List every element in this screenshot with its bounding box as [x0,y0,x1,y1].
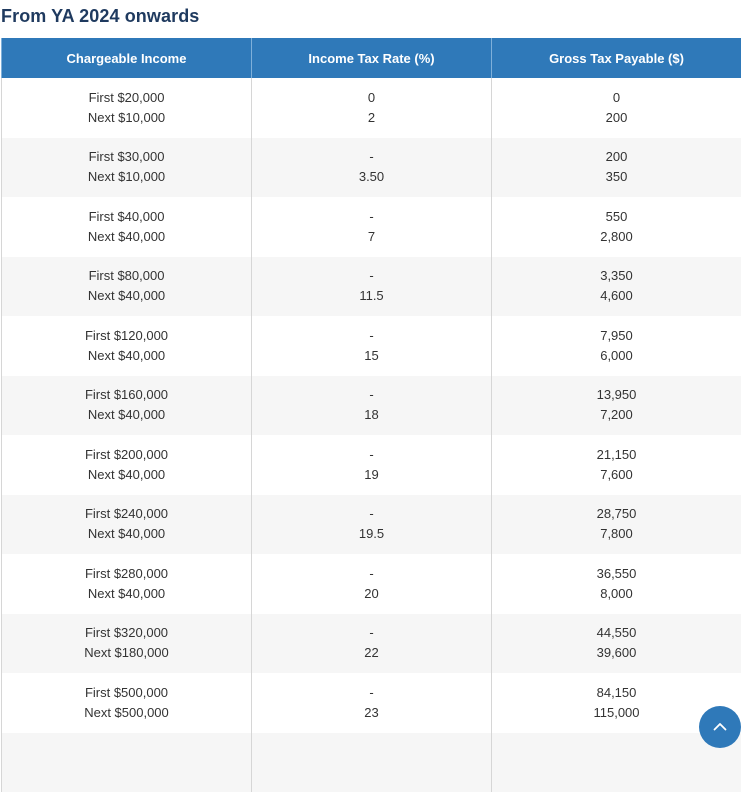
cell-chargeable-income-first-line: First $280,000 [2,564,251,584]
cell-gross-tax-payable-first-line: 44,550 [492,623,741,643]
cell-income-tax-rate [252,554,492,614]
cell-gross-tax-payable [492,197,741,257]
cell-gross-tax-payable-first-line: 550 [492,207,741,227]
cell-income-tax-rate-next-line: 22 [252,643,491,663]
header-chargeable-income: Chargeable Income [2,38,252,78]
cell-income-tax-rate [252,435,492,495]
cell-gross-tax-payable-next-line: 7,200 [492,405,741,425]
cell-income-tax-rate [252,376,492,436]
cell-income-tax-rate-next-line: 18 [252,405,491,425]
cell-gross-tax-payable-next-line: 4,600 [492,286,741,306]
cell-income-tax-rate-first-line: 0 [252,88,491,108]
cell-income-tax-rate-next-line: 3.50 [252,167,491,187]
cell-chargeable-income-next-line: Next $10,000 [2,167,251,187]
cell-chargeable-income [2,316,252,376]
cell-income-tax-rate [252,316,492,376]
cell-chargeable-income-first-line: First $160,000 [2,385,251,405]
page-title: From YA 2024 onwards [1,6,199,27]
cell-income-tax-rate-first-line: - [252,623,491,643]
cell-gross-tax-payable-next-line: 7,600 [492,465,741,485]
table-row [2,197,741,257]
cell-chargeable-income-next-line: Next $10,000 [2,108,251,128]
cell-gross-tax-payable-first-line: 13,950 [492,385,741,405]
cell-income-tax-rate-first-line: - [252,385,491,405]
header-income-tax-rate: Income Tax Rate (%) [252,38,492,78]
cell-income-tax-rate-first-line: - [252,266,491,286]
cell-gross-tax-payable-first-line: 28,750 [492,504,741,524]
cell-chargeable-income [2,435,252,495]
cell-chargeable-income-next-line: Next $40,000 [2,524,251,544]
cell-chargeable-income-next-line: Next $40,000 [2,286,251,306]
table-row [2,554,741,614]
cell-chargeable-income-next-line: Next $40,000 [2,346,251,366]
cell-gross-tax-payable-next-line: 6,000 [492,346,741,366]
cell-gross-tax-payable [492,733,741,792]
cell-chargeable-income-first-line: First $20,000 [2,88,251,108]
cell-gross-tax-payable [492,138,741,198]
cell-gross-tax-payable [492,614,741,674]
cell-income-tax-rate-first-line: - [252,445,491,465]
table-row [2,138,741,198]
cell-income-tax-rate [252,257,492,317]
cell-chargeable-income-first-line: First $30,000 [2,147,251,167]
cell-chargeable-income-next-line: Next $500,000 [2,703,251,723]
cell-chargeable-income-first-line: First $200,000 [2,445,251,465]
table-row [2,673,741,733]
cell-chargeable-income [2,376,252,436]
cell-chargeable-income-next-line: Next $180,000 [2,643,251,663]
cell-chargeable-income [2,673,252,733]
cell-income-tax-rate-first-line: - [252,326,491,346]
cell-income-tax-rate-first-line: - [252,207,491,227]
chevron-up-icon [713,718,727,736]
table-row [2,78,741,138]
header-gross-tax-payable: Gross Tax Payable ($) [492,38,741,78]
cell-gross-tax-payable [492,435,741,495]
cell-income-tax-rate [252,495,492,555]
cell-gross-tax-payable-first-line: 36,550 [492,564,741,584]
cell-chargeable-income [2,257,252,317]
cell-gross-tax-payable-next-line: 115,000 [492,703,741,723]
cell-income-tax-rate-next-line: 23 [252,703,491,723]
scroll-to-top-button[interactable] [699,706,741,748]
table-row [2,614,741,674]
cell-income-tax-rate [252,138,492,198]
cell-gross-tax-payable-first-line: 84,150 [492,683,741,703]
cell-chargeable-income-first-line: First $240,000 [2,504,251,524]
table-row [2,376,741,436]
cell-gross-tax-payable [492,376,741,436]
tax-rate-table [1,38,741,792]
cell-chargeable-income [2,614,252,674]
cell-income-tax-rate [252,673,492,733]
cell-gross-tax-payable-next-line: 2,800 [492,227,741,247]
cell-income-tax-rate [252,614,492,674]
cell-income-tax-rate-first-line: - [252,147,491,167]
cell-chargeable-income [2,495,252,555]
cell-income-tax-rate-first-line: - [252,564,491,584]
cell-gross-tax-payable-next-line: 8,000 [492,584,741,604]
cell-income-tax-rate-next-line: 19.5 [252,524,491,544]
cell-chargeable-income-first-line: First $120,000 [2,326,251,346]
table-row [2,733,741,792]
cell-chargeable-income-first-line: First $80,000 [2,266,251,286]
cell-gross-tax-payable-first-line: 0 [492,88,741,108]
table-row [2,435,741,495]
table-header-row [2,38,741,78]
cell-gross-tax-payable [492,257,741,317]
table-row [2,316,741,376]
cell-chargeable-income-next-line: Next $40,000 [2,227,251,247]
cell-chargeable-income [2,78,252,138]
table-row [2,495,741,555]
cell-gross-tax-payable-next-line: 200 [492,108,741,128]
cell-chargeable-income [2,733,252,792]
cell-gross-tax-payable-first-line: 21,150 [492,445,741,465]
cell-gross-tax-payable [492,316,741,376]
cell-chargeable-income [2,554,252,614]
cell-gross-tax-payable [492,78,741,138]
cell-gross-tax-payable-next-line: 39,600 [492,643,741,663]
cell-gross-tax-payable-first-line: 200 [492,147,741,167]
cell-income-tax-rate-next-line: 19 [252,465,491,485]
cell-income-tax-rate-next-line: 20 [252,584,491,604]
cell-income-tax-rate [252,733,492,792]
cell-gross-tax-payable-next-line: 7,800 [492,524,741,544]
cell-gross-tax-payable-next-line: 350 [492,167,741,187]
cell-gross-tax-payable [492,554,741,614]
cell-chargeable-income-first-line: First $320,000 [2,623,251,643]
cell-chargeable-income-next-line: Next $40,000 [2,584,251,604]
cell-income-tax-rate-next-line: 11.5 [252,286,491,306]
cell-income-tax-rate-next-line: 15 [252,346,491,366]
cell-income-tax-rate-next-line: 7 [252,227,491,247]
cell-income-tax-rate-next-line: 2 [252,108,491,128]
cell-income-tax-rate [252,78,492,138]
cell-chargeable-income [2,138,252,198]
cell-chargeable-income-next-line: Next $40,000 [2,405,251,425]
cell-income-tax-rate [252,197,492,257]
cell-income-tax-rate-first-line: - [252,683,491,703]
cell-chargeable-income-first-line: First $40,000 [2,207,251,227]
cell-gross-tax-payable-first-line: 3,350 [492,266,741,286]
cell-income-tax-rate-first-line: - [252,504,491,524]
cell-chargeable-income-next-line: Next $40,000 [2,465,251,485]
cell-chargeable-income-first-line: First $500,000 [2,683,251,703]
table-row [2,257,741,317]
cell-gross-tax-payable-first-line: 7,950 [492,326,741,346]
cell-gross-tax-payable [492,495,741,555]
cell-chargeable-income [2,197,252,257]
